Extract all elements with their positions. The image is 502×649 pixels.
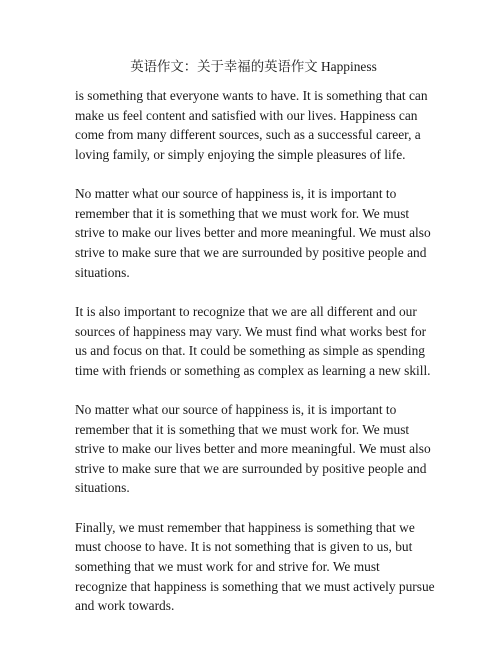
text-line: and work towards. xyxy=(75,598,175,614)
text-line: strive to make our lives better and more meaningful. We must also xyxy=(75,441,431,457)
text-line: remember that it is something that we must work for. We must xyxy=(75,421,410,437)
text-line: No matter what our source of happiness is, it is important to xyxy=(75,186,397,202)
paragraph-3 xyxy=(75,302,429,380)
text-line: come from many different sources, such as a successful career, a xyxy=(75,127,421,143)
text-line: make us feel content and satisfied with our lives. Happiness can xyxy=(75,107,418,123)
text-line: situations. xyxy=(75,480,130,496)
paragraph-4 xyxy=(75,400,429,498)
text-line: remember that it is something that we must work for. We must xyxy=(75,205,410,221)
text-line: is something that everyone wants to have. It is something that can xyxy=(75,88,428,103)
text-line: loving family, or simply enjoying the simple pleasures of life. xyxy=(75,146,406,162)
paragraph-5 xyxy=(75,518,435,616)
text-line: situations. xyxy=(75,264,130,280)
paragraph-1 xyxy=(75,86,429,164)
text-line: time with friends or something as complex as learning a new skill. xyxy=(75,362,431,378)
text-line: strive to make sure that we are surrounded by positive people and xyxy=(75,244,427,260)
text-line: us and focus on that. It could be something as simple as spending xyxy=(75,343,425,359)
paragraph-2 xyxy=(75,184,429,282)
text-line: strive to make sure that we are surrounded by positive people and xyxy=(75,460,427,476)
text-line: It is also important to recognize that we are all different and our xyxy=(75,303,417,319)
text-line: No matter what our source of happiness is, it is important to xyxy=(75,402,397,418)
text-line: strive to make our lives better and more meaningful. We must also xyxy=(75,225,431,241)
text-line: Finally, we must remember that happiness is something that we xyxy=(75,519,415,535)
document-title: 英语作文：关于幸福的英语作文 Happiness xyxy=(130,59,377,74)
text-line: must choose to have. It is not something that is given to us, but xyxy=(75,539,413,555)
text-line: something that we must work for and strive for. We must xyxy=(75,559,380,575)
text-line: sources of happiness may vary. We must find what works best for xyxy=(75,323,427,339)
text-line: recognize that happiness is something that we must actively pursue xyxy=(75,578,435,594)
